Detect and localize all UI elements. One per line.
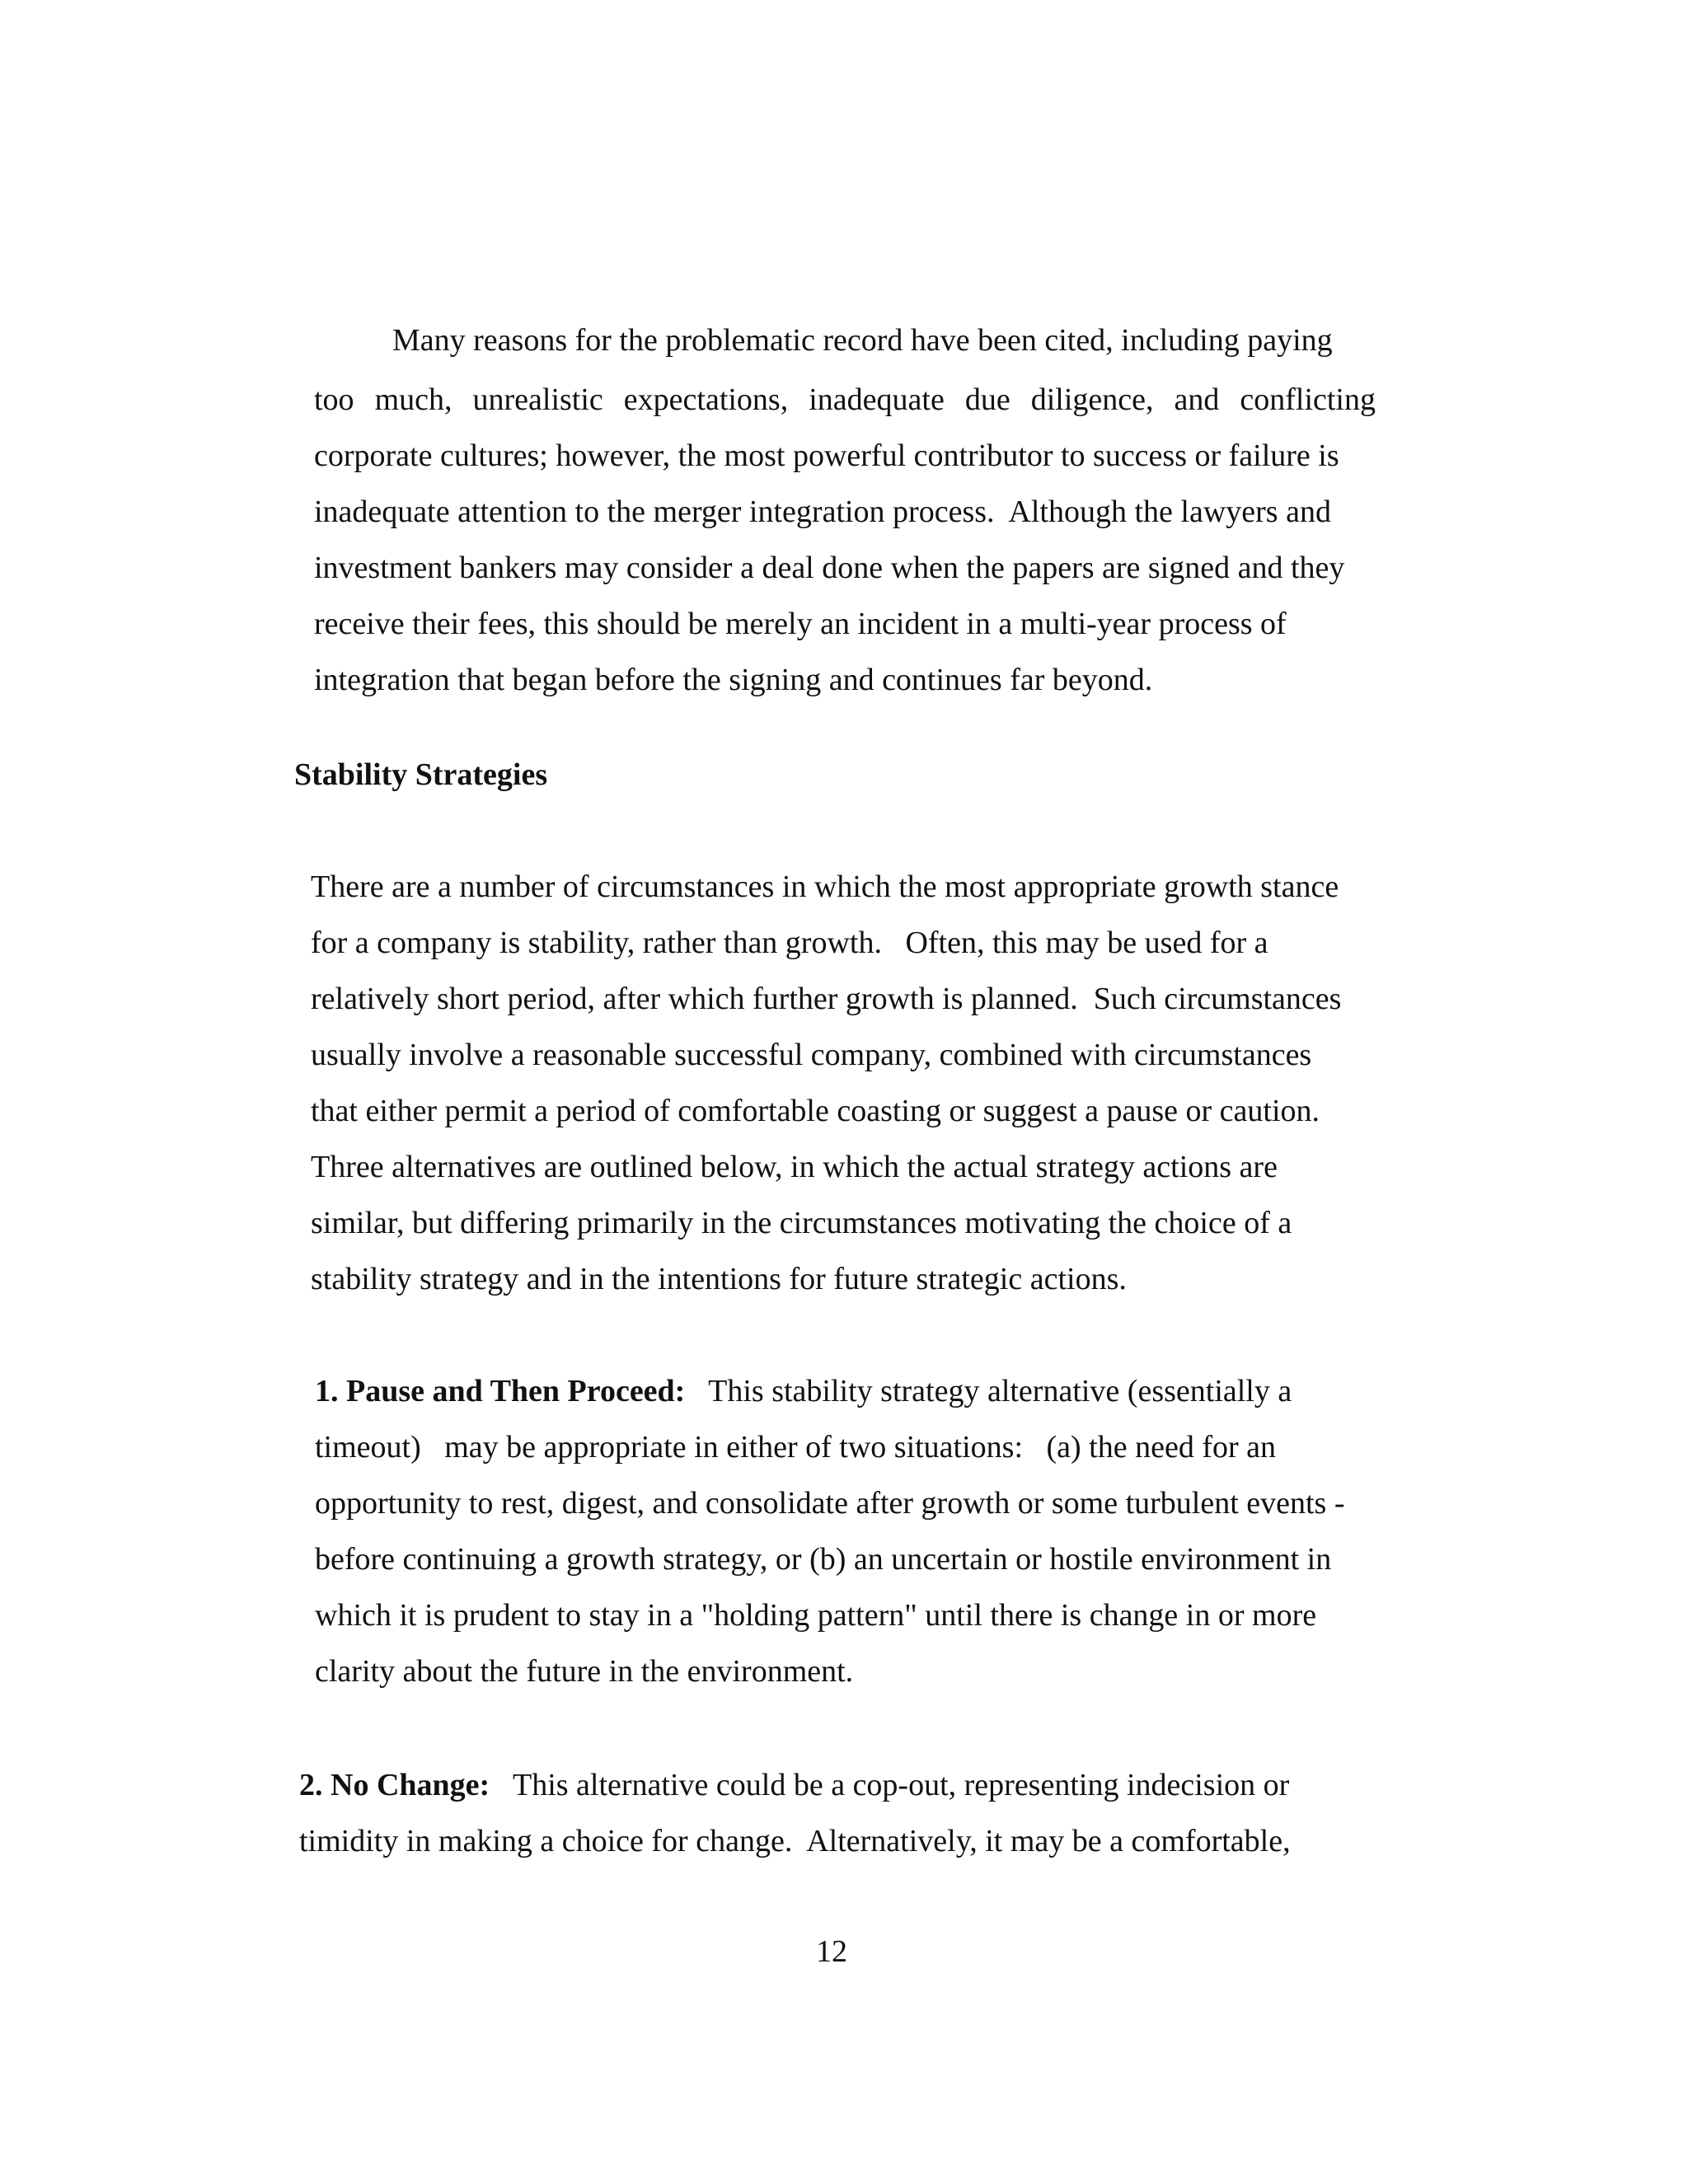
paragraph-1-line-3: corporate cultures; however, the most powerful contributor to success or failure is xyxy=(314,438,1339,473)
item-2-first-line-text: This alternative could be a cop-out, representing indecision or xyxy=(490,1768,1290,1802)
paragraph-1-line-5: investment bankers may consider a deal done when the papers are signed and they xyxy=(314,551,1345,585)
paragraph-1-line-7: integration that began before the signing and continues far beyond. xyxy=(314,663,1153,697)
paragraph-2-line-3: relatively short period, after which further growth is planned. Such circumstances xyxy=(311,982,1342,1016)
paragraph-1-line-2: too much, unrealistic expectations, inadequate due diligence, and conflicting xyxy=(314,382,1376,417)
paragraph-1-line-1: Many reasons for the problematic record have been cited, including paying xyxy=(392,323,1333,358)
item-2-label: 2. No Change: xyxy=(299,1768,490,1802)
paragraph-2-line-2: for a company is stability, rather than growth. Often, this may be used for a xyxy=(311,926,1268,960)
paragraph-2-line-6: Three alternatives are outlined below, in which the actual strategy actions are xyxy=(311,1150,1278,1184)
item-1-first-line-text: This stability strategy alternative (essentially a xyxy=(685,1374,1292,1408)
section-heading: Stability Strategies xyxy=(294,757,548,792)
item-1-line-4: before continuing a growth strategy, or (b) an uncertain or hostile environment in xyxy=(315,1542,1332,1577)
item-1-line-5: which it is prudent to stay in a "holding pattern" until there is change in or more xyxy=(315,1598,1317,1633)
item-1-line-2: timeout) may be appropriate in either of two situations: (a) the need for an xyxy=(315,1430,1277,1465)
item-2-first-line xyxy=(299,1769,1289,1801)
item-1-label: 1. Pause and Then Proceed: xyxy=(315,1374,686,1408)
item-1-first-line xyxy=(315,1376,1292,1407)
item-2-line-2: timidity in making a choice for change. Alternatively, it may be a comfortable, xyxy=(299,1824,1291,1858)
paragraph-2-line-1: There are a number of circumstances in which the most appropriate growth stance xyxy=(311,869,1339,904)
paragraph-1-line-4: inadequate attention to the merger integration process. Although the lawyers and xyxy=(314,494,1331,529)
item-1-line-6: clarity about the future in the environment. xyxy=(315,1654,854,1689)
paragraph-2-line-5: that either permit a period of comfortable coasting or suggest a pause or caution. xyxy=(311,1094,1320,1128)
paragraph-1-line-6: receive their fees, this should be merely an incident in a multi-year process of xyxy=(314,607,1287,641)
paragraph-2-line-4: usually involve a reasonable successful company, combined with circumstances xyxy=(311,1038,1312,1072)
page-number: 12 xyxy=(816,1934,847,1969)
paragraph-2-line-7: similar, but differing primarily in the circumstances motivating the choice of a xyxy=(311,1206,1292,1240)
paragraph-2-line-8: stability strategy and in the intentions for future strategic actions. xyxy=(311,1262,1127,1296)
item-1-line-3: opportunity to rest, digest, and consolidate after growth or some turbulent events - xyxy=(315,1486,1345,1521)
